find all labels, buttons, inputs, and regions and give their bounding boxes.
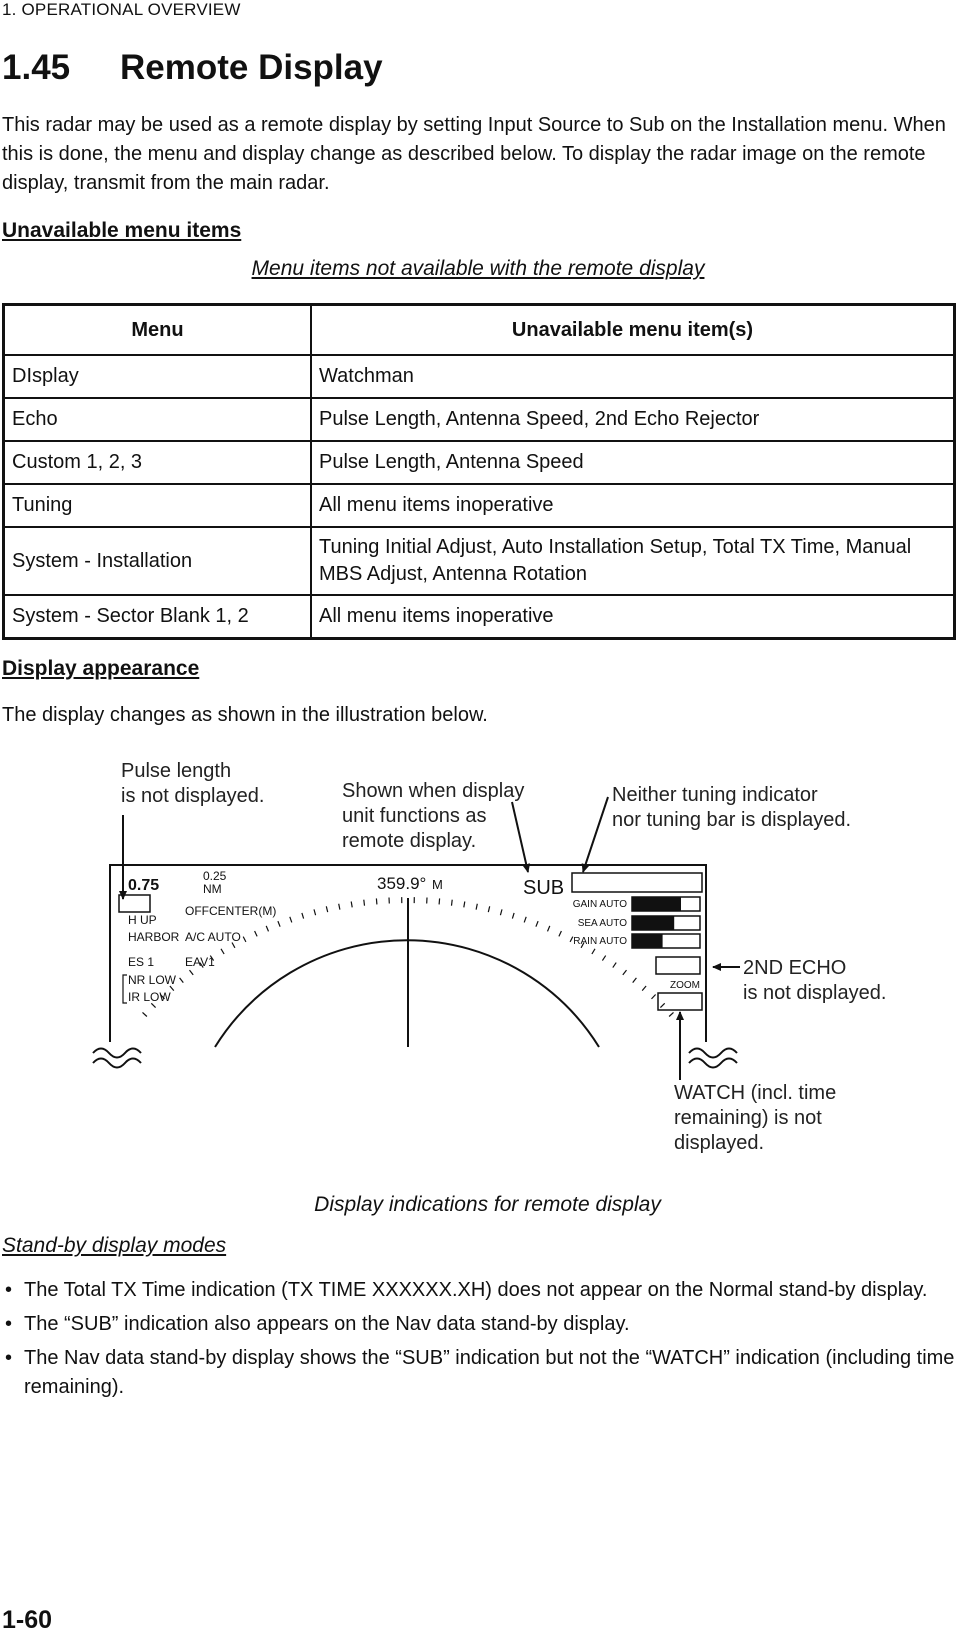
- unavailable-menu-table: [2, 303, 956, 640]
- bearing-tick: [524, 917, 526, 923]
- bearing-tick: [512, 913, 514, 919]
- bearing-tick: [669, 1012, 673, 1016]
- bearing-tick: [314, 909, 316, 915]
- menu-cell: System - Installation: [4, 527, 312, 595]
- bearing-tick: [613, 963, 616, 968]
- bearing-tick: [180, 978, 184, 983]
- bearing-tick: [633, 978, 637, 983]
- bearing-tick: [500, 909, 502, 915]
- column-header-menu: Menu: [4, 305, 312, 356]
- ring-interval-readout: 0.25: [203, 869, 227, 883]
- callout-tuning-line2: nor tuning bar is displayed.: [612, 809, 852, 831]
- menu-cell: Echo: [4, 398, 312, 441]
- bearing-tick: [351, 902, 352, 908]
- standby-bullet-list: [2, 1276, 968, 1407]
- bullet-text: The “SUB” indication also appears on the Nav data stand-by display.: [24, 1313, 630, 1335]
- callout-tuning-line1: Neither tuning indicator: [612, 784, 818, 806]
- bearing-tick: [536, 921, 538, 927]
- callout-pulse-line2: is not displayed.: [121, 785, 265, 807]
- bearing-tick: [190, 970, 194, 975]
- arrow-sub: [512, 802, 528, 872]
- menu-cell: System - Sector Blank 1, 2: [4, 595, 312, 639]
- bearing-tick: [243, 937, 246, 942]
- page-number: 1-60: [2, 1606, 53, 1634]
- menu-cell: DIsplay: [4, 355, 312, 398]
- table-row: [4, 527, 955, 595]
- second-echo-box: [656, 957, 700, 974]
- es-readout: ES 1: [128, 955, 155, 969]
- menu-cell: Custom 1, 2, 3: [4, 441, 312, 484]
- offcenter-readout: OFFCENTER(M): [185, 904, 277, 918]
- table-caption: Menu items not available with the remote display: [251, 257, 705, 280]
- tuning-box: [572, 873, 702, 892]
- heading-readout: 359.9°: [377, 874, 427, 893]
- heading-ref-readout: M: [432, 877, 443, 892]
- callout-shown-line1: Shown when display: [342, 780, 525, 802]
- gain-bar-fill: [632, 897, 681, 911]
- callout-pulse-line1: Pulse length: [121, 760, 232, 782]
- bullet-text: The Total TX Time indication (TX TIME XXXXXX.XH) does not appear on the Normal stand-by display.: [24, 1279, 928, 1301]
- items-cell: All menu items inoperative: [311, 595, 955, 639]
- sub-indication: SUB: [523, 877, 565, 899]
- bearing-tick: [592, 949, 595, 954]
- rain-label: RAIN AUTO: [573, 936, 627, 947]
- items-cell: Pulse Length, Antenna Speed, 2nd Echo Rejector: [311, 398, 955, 441]
- bearing-tick: [364, 900, 365, 906]
- range-unit-readout: NM: [203, 882, 222, 896]
- ir-readout: IR LOW: [128, 990, 171, 1004]
- table-row: [4, 595, 955, 639]
- bearing-tick: [266, 926, 268, 932]
- break-mark-left: [93, 1049, 141, 1058]
- bearing-tick: [642, 986, 646, 991]
- unavailable-items-heading: Unavailable menu items: [2, 219, 242, 242]
- bearing-tick: [559, 931, 562, 936]
- display-appearance-heading: Display appearance: [2, 657, 200, 680]
- section-title-text: Remote Display: [120, 48, 383, 87]
- bearing-tick: [652, 995, 656, 999]
- running-header: 1. OPERATIONAL OVERVIEW: [2, 0, 241, 19]
- intro-paragraph: This radar may be used as a remote display by setting Input Source to Sub on the Installation menu. When this is done, the menu and display change as described below. To display the radar image on the remote display, transmit from the main radar.: [2, 114, 946, 194]
- ac-readout: A/C AUTO: [185, 930, 241, 944]
- zoom-label: ZOOM: [670, 980, 700, 991]
- callout-echo-line1: 2ND ECHO: [743, 957, 847, 979]
- bullet-icon: •: [5, 1279, 13, 1301]
- section-title: [2, 48, 383, 88]
- break-mark-right: [689, 1049, 737, 1058]
- bearing-tick: [339, 904, 340, 910]
- list-item: [2, 1344, 968, 1402]
- bearing-tick: [221, 949, 224, 954]
- sea-label: SEA AUTO: [577, 918, 627, 929]
- items-cell: All menu items inoperative: [311, 484, 955, 527]
- mode-readout: H UP: [128, 913, 157, 927]
- eav-readout: EAV1: [185, 955, 215, 969]
- items-cell: Watchman: [311, 355, 955, 398]
- figure-caption: Display indications for remote display: [314, 1193, 661, 1216]
- arrow-tuning: [583, 797, 608, 872]
- bearing-tick: [660, 1003, 664, 1007]
- menu-cell: Tuning: [4, 484, 312, 527]
- list-item: [2, 1276, 968, 1305]
- bearing-tick: [488, 906, 489, 912]
- callout-watch-line3: displayed.: [674, 1132, 765, 1154]
- callout-watch-line2: remaining) is not: [674, 1107, 822, 1129]
- table-header-row: [4, 305, 955, 356]
- bullet-icon: •: [5, 1347, 13, 1369]
- nr-readout: NR LOW: [128, 973, 176, 987]
- bearing-tick: [290, 917, 292, 923]
- standby-heading: Stand-by display modes: [2, 1234, 227, 1257]
- range-readout: 0.75: [128, 877, 160, 894]
- callout-shown-line3: remote display.: [342, 830, 477, 852]
- callout-watch-line1: WATCH (incl. time: [674, 1082, 837, 1104]
- bullet-icon: •: [5, 1313, 13, 1335]
- bearing-tick: [278, 921, 280, 927]
- harbor-readout: HARBOR: [128, 930, 180, 944]
- bearing-tick: [476, 904, 477, 910]
- rain-bar-fill: [632, 934, 663, 948]
- bearing-tick: [548, 926, 550, 932]
- bearing-tick: [452, 900, 453, 906]
- bearing-tick: [326, 906, 327, 912]
- table-row: [4, 484, 955, 527]
- gain-label: GAIN AUTO: [572, 899, 627, 910]
- bearing-tick: [255, 931, 258, 936]
- bearing-tick: [439, 898, 440, 904]
- table-row: [4, 355, 955, 398]
- table-row: [4, 398, 955, 441]
- remote-display-diagram: [0, 735, 969, 1185]
- sea-bar-fill: [632, 916, 674, 930]
- watch-box: [658, 993, 702, 1010]
- bearing-tick: [602, 956, 605, 961]
- bearing-tick: [302, 913, 304, 919]
- bearing-tick: [143, 1012, 147, 1016]
- callout-echo-line2: is not displayed.: [743, 982, 887, 1004]
- table-row: [4, 441, 955, 484]
- bearing-tick: [376, 898, 377, 904]
- bullet-text: The Nav data stand-by display shows the “SUB” indication but not the “WATCH” indication (including time remaining).: [24, 1347, 955, 1398]
- bearing-tick: [464, 902, 465, 908]
- callout-shown-line2: unit functions as: [342, 805, 487, 827]
- section-number: 1.45: [2, 48, 71, 87]
- bearing-tick: [623, 970, 627, 975]
- items-cell: Pulse Length, Antenna Speed: [311, 441, 955, 484]
- display-intro: The display changes as shown in the illustration below.: [2, 704, 488, 726]
- column-header-items: Unavailable menu item(s): [311, 305, 955, 356]
- list-item: [2, 1310, 968, 1339]
- items-cell: Tuning Initial Adjust, Auto Installation Setup, Total TX Time, Manual MBS Adjust, Antenna Rotation: [311, 527, 955, 595]
